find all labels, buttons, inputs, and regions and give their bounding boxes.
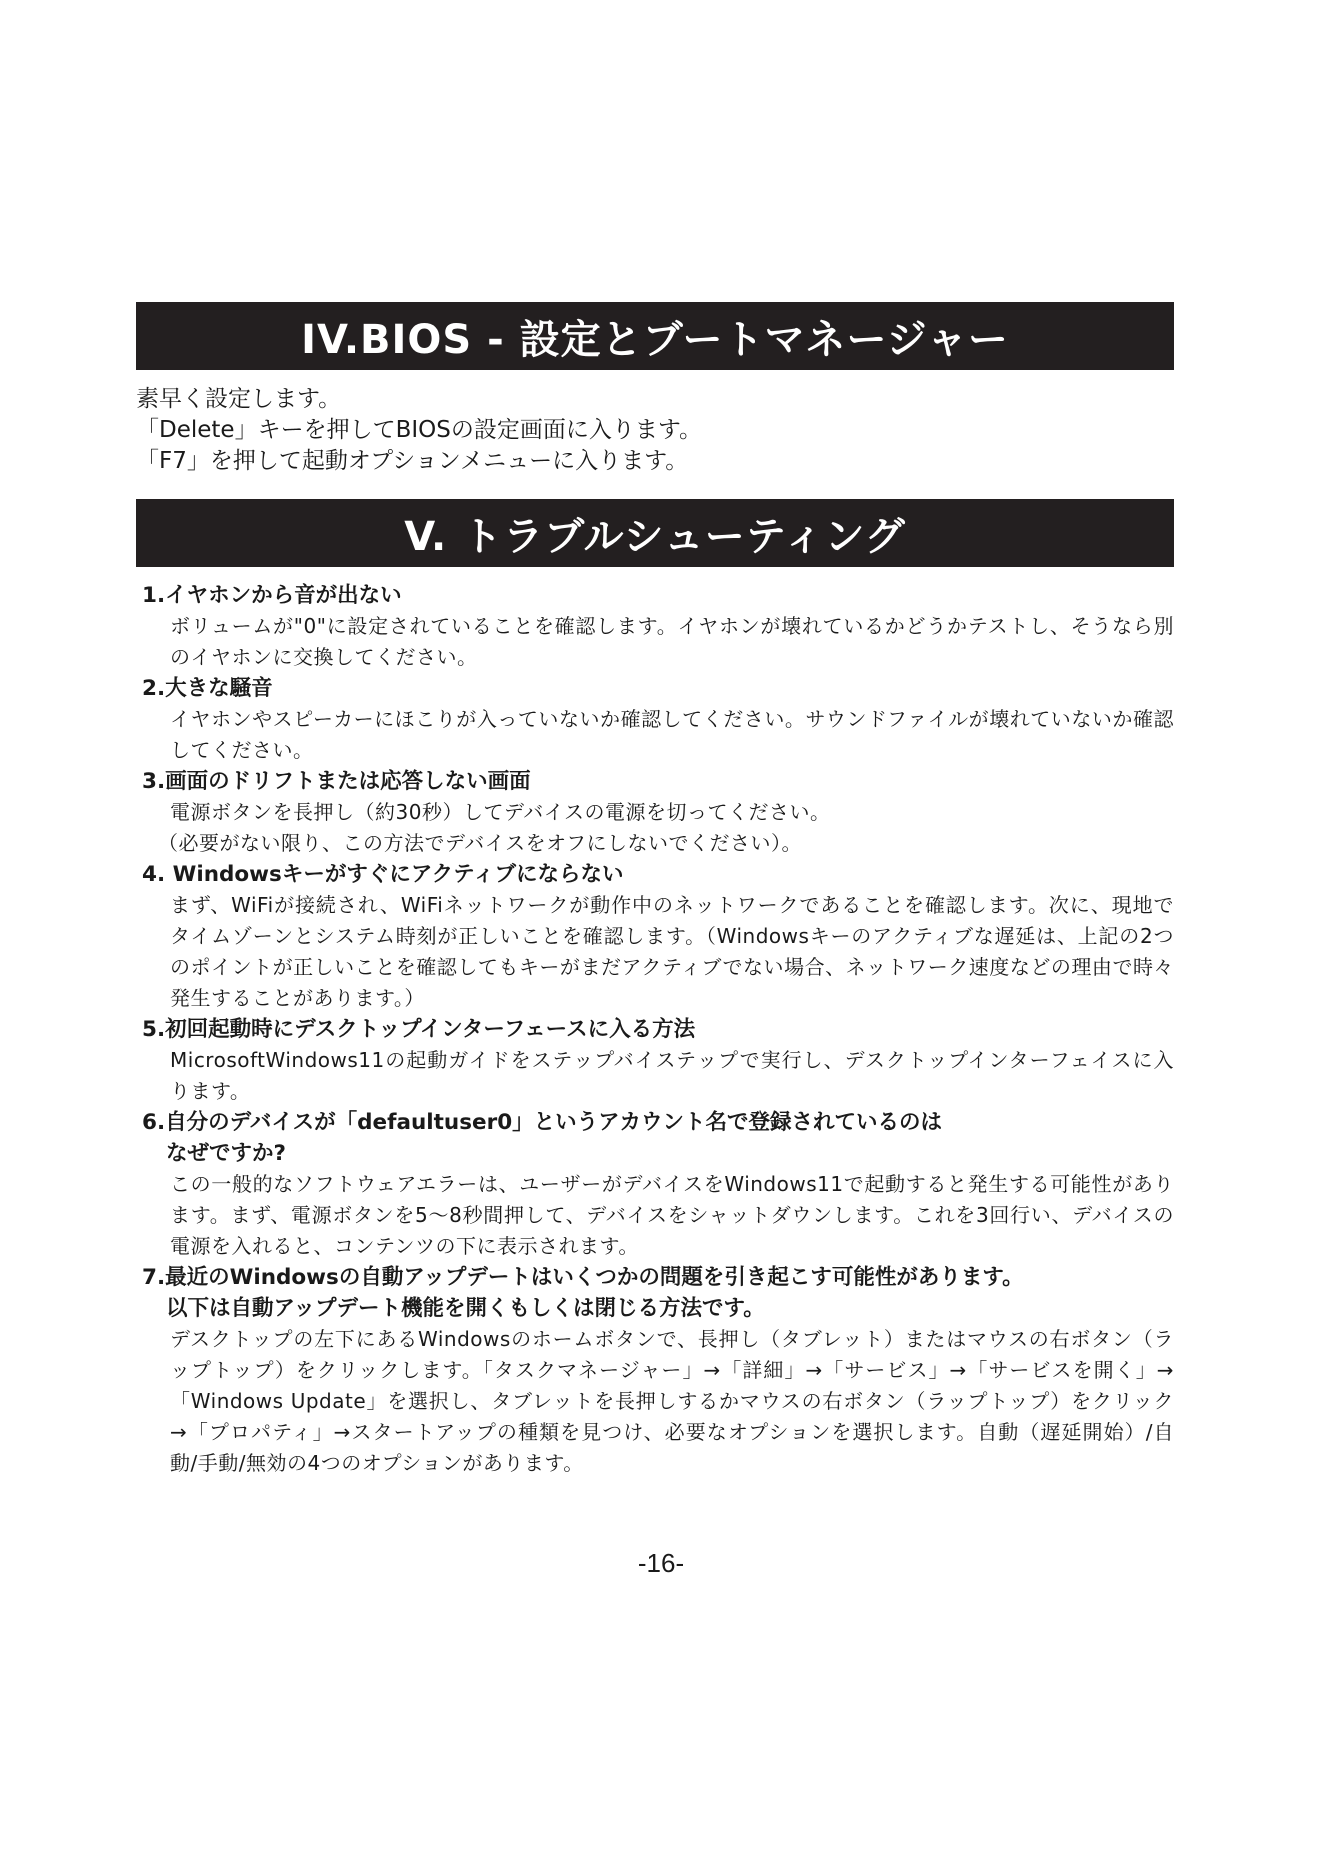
troubleshoot-item bbox=[136, 1014, 1174, 1107]
item-body bbox=[136, 890, 1174, 1014]
troubleshoot-item bbox=[136, 580, 1174, 673]
item-paragraph: MicrosoftWindows11の起動ガイドをステップバイステップで実行し、デスクトップインターフェイスに入ります。 bbox=[170, 1048, 1174, 1103]
troubleshoot-item bbox=[136, 1262, 1174, 1479]
item-paragraph: （必要がない限り、この方法でデバイスをオフにしないでください）。 bbox=[158, 831, 802, 855]
troubleshoot-item bbox=[136, 673, 1174, 766]
item-title: 5.初回起動時にデスクトップインターフェースに入る方法 bbox=[142, 1017, 696, 1042]
troubleshooting-section-title: V. トラブルシューティング bbox=[404, 513, 906, 560]
item-body bbox=[136, 1324, 1174, 1479]
bios-instructions bbox=[136, 384, 1174, 477]
item-body bbox=[136, 797, 1174, 859]
item-paragraph: 電源ボタンを長押し（約30秒）してデバイスの電源を切ってください。 bbox=[170, 800, 831, 824]
item-title: 7.最近のWindowsの自動アップデートはいくつかの問題を引き起こす可能性があります。 bbox=[142, 1265, 1024, 1290]
item-body bbox=[136, 611, 1174, 673]
item-title-continuation: なぜですか? bbox=[166, 1141, 286, 1166]
item-paragraph: イヤホンやスピーカーにほこりが入っていないか確認してください。サウンドファイルが壊れていないか確認してください。 bbox=[170, 707, 1174, 762]
item-body bbox=[136, 1169, 1174, 1262]
item-paragraph: デスクトップの左下にあるWindowsのホームボタンで、長押し（タブレット）またはマウスの右ボタン（ラップトップ）をクリックします。「タスクマネージャー」→「詳細」→「サービス」→「サービスを開く」→「Windows Update」を選択し、タブレットを長押しするかマウスの右ボタン（ラップトップ）をクリック→「プロパティ」→スタートアップの種類を見つけ、必要なオプションを選択します。自動（遅延開始）/自動/手動/無効の4つのオプションがあります。 bbox=[170, 1327, 1174, 1475]
bios-section-header bbox=[136, 302, 1174, 370]
item-body bbox=[136, 1045, 1174, 1107]
page-number: -16- bbox=[637, 1548, 685, 1578]
item-title-continuation: 以下は自動アップデート機能を開くもしくは閉じる方法です。 bbox=[166, 1296, 765, 1321]
item-paragraph: この一般的なソフトウェアエラーは、ユーザーがデバイスをWindows11で起動すると発生する可能性があります。まず、電源ボタンを5〜8秒間押して、デバイスをシャットダウンします。これを3回行い、デバイスの電源を入れると、コンテンツの下に表示されます。 bbox=[170, 1172, 1174, 1258]
troubleshoot-item bbox=[136, 1107, 1174, 1262]
bios-line: 「Delete」キーを押してBIOSの設定画面に入ります。 bbox=[136, 417, 702, 443]
troubleshoot-item bbox=[136, 859, 1174, 1014]
bios-line: 「F7」を押して起動オプションメニューに入ります。 bbox=[136, 448, 689, 474]
troubleshooting-list bbox=[136, 580, 1174, 1479]
item-title: 4. Windowsキーがすぐにアクティブにならない bbox=[142, 862, 624, 887]
item-title: 2.大きな騒音 bbox=[142, 676, 273, 701]
item-title: 1.イヤホンから音が出ない bbox=[142, 583, 402, 608]
bios-line: 素早く設定します。 bbox=[136, 386, 342, 412]
item-title: 3.画面のドリフトまたは応答しない画面 bbox=[142, 769, 531, 794]
item-paragraph: まず、WiFiが接続され、WiFiネットワークが動作中のネットワークであることを確認します。次に、現地でタイムゾーンとシステム時刻が正しいことを確認します。（Windowsキーのアクティブな遅延は、上記の2つのポイントが正しいことを確認してもキーがまだアクティブでない場合、ネットワーク速度などの理由で時々発生することがあります。） bbox=[170, 893, 1174, 1010]
item-title: 6.自分のデバイスが「defaultuser0」というアカウント名で登録されているのは bbox=[142, 1110, 942, 1135]
troubleshooting-section-header bbox=[136, 499, 1174, 567]
item-body bbox=[136, 704, 1174, 766]
item-paragraph: ボリュームが"0"に設定されていることを確認します。イヤホンが壊れているかどうかテストし、そうなら別のイヤホンに交換してください。 bbox=[170, 614, 1174, 669]
bios-section-title: IV.BIOS - 設定とブートマネージャー bbox=[301, 316, 1009, 363]
troubleshoot-item bbox=[136, 766, 1174, 859]
